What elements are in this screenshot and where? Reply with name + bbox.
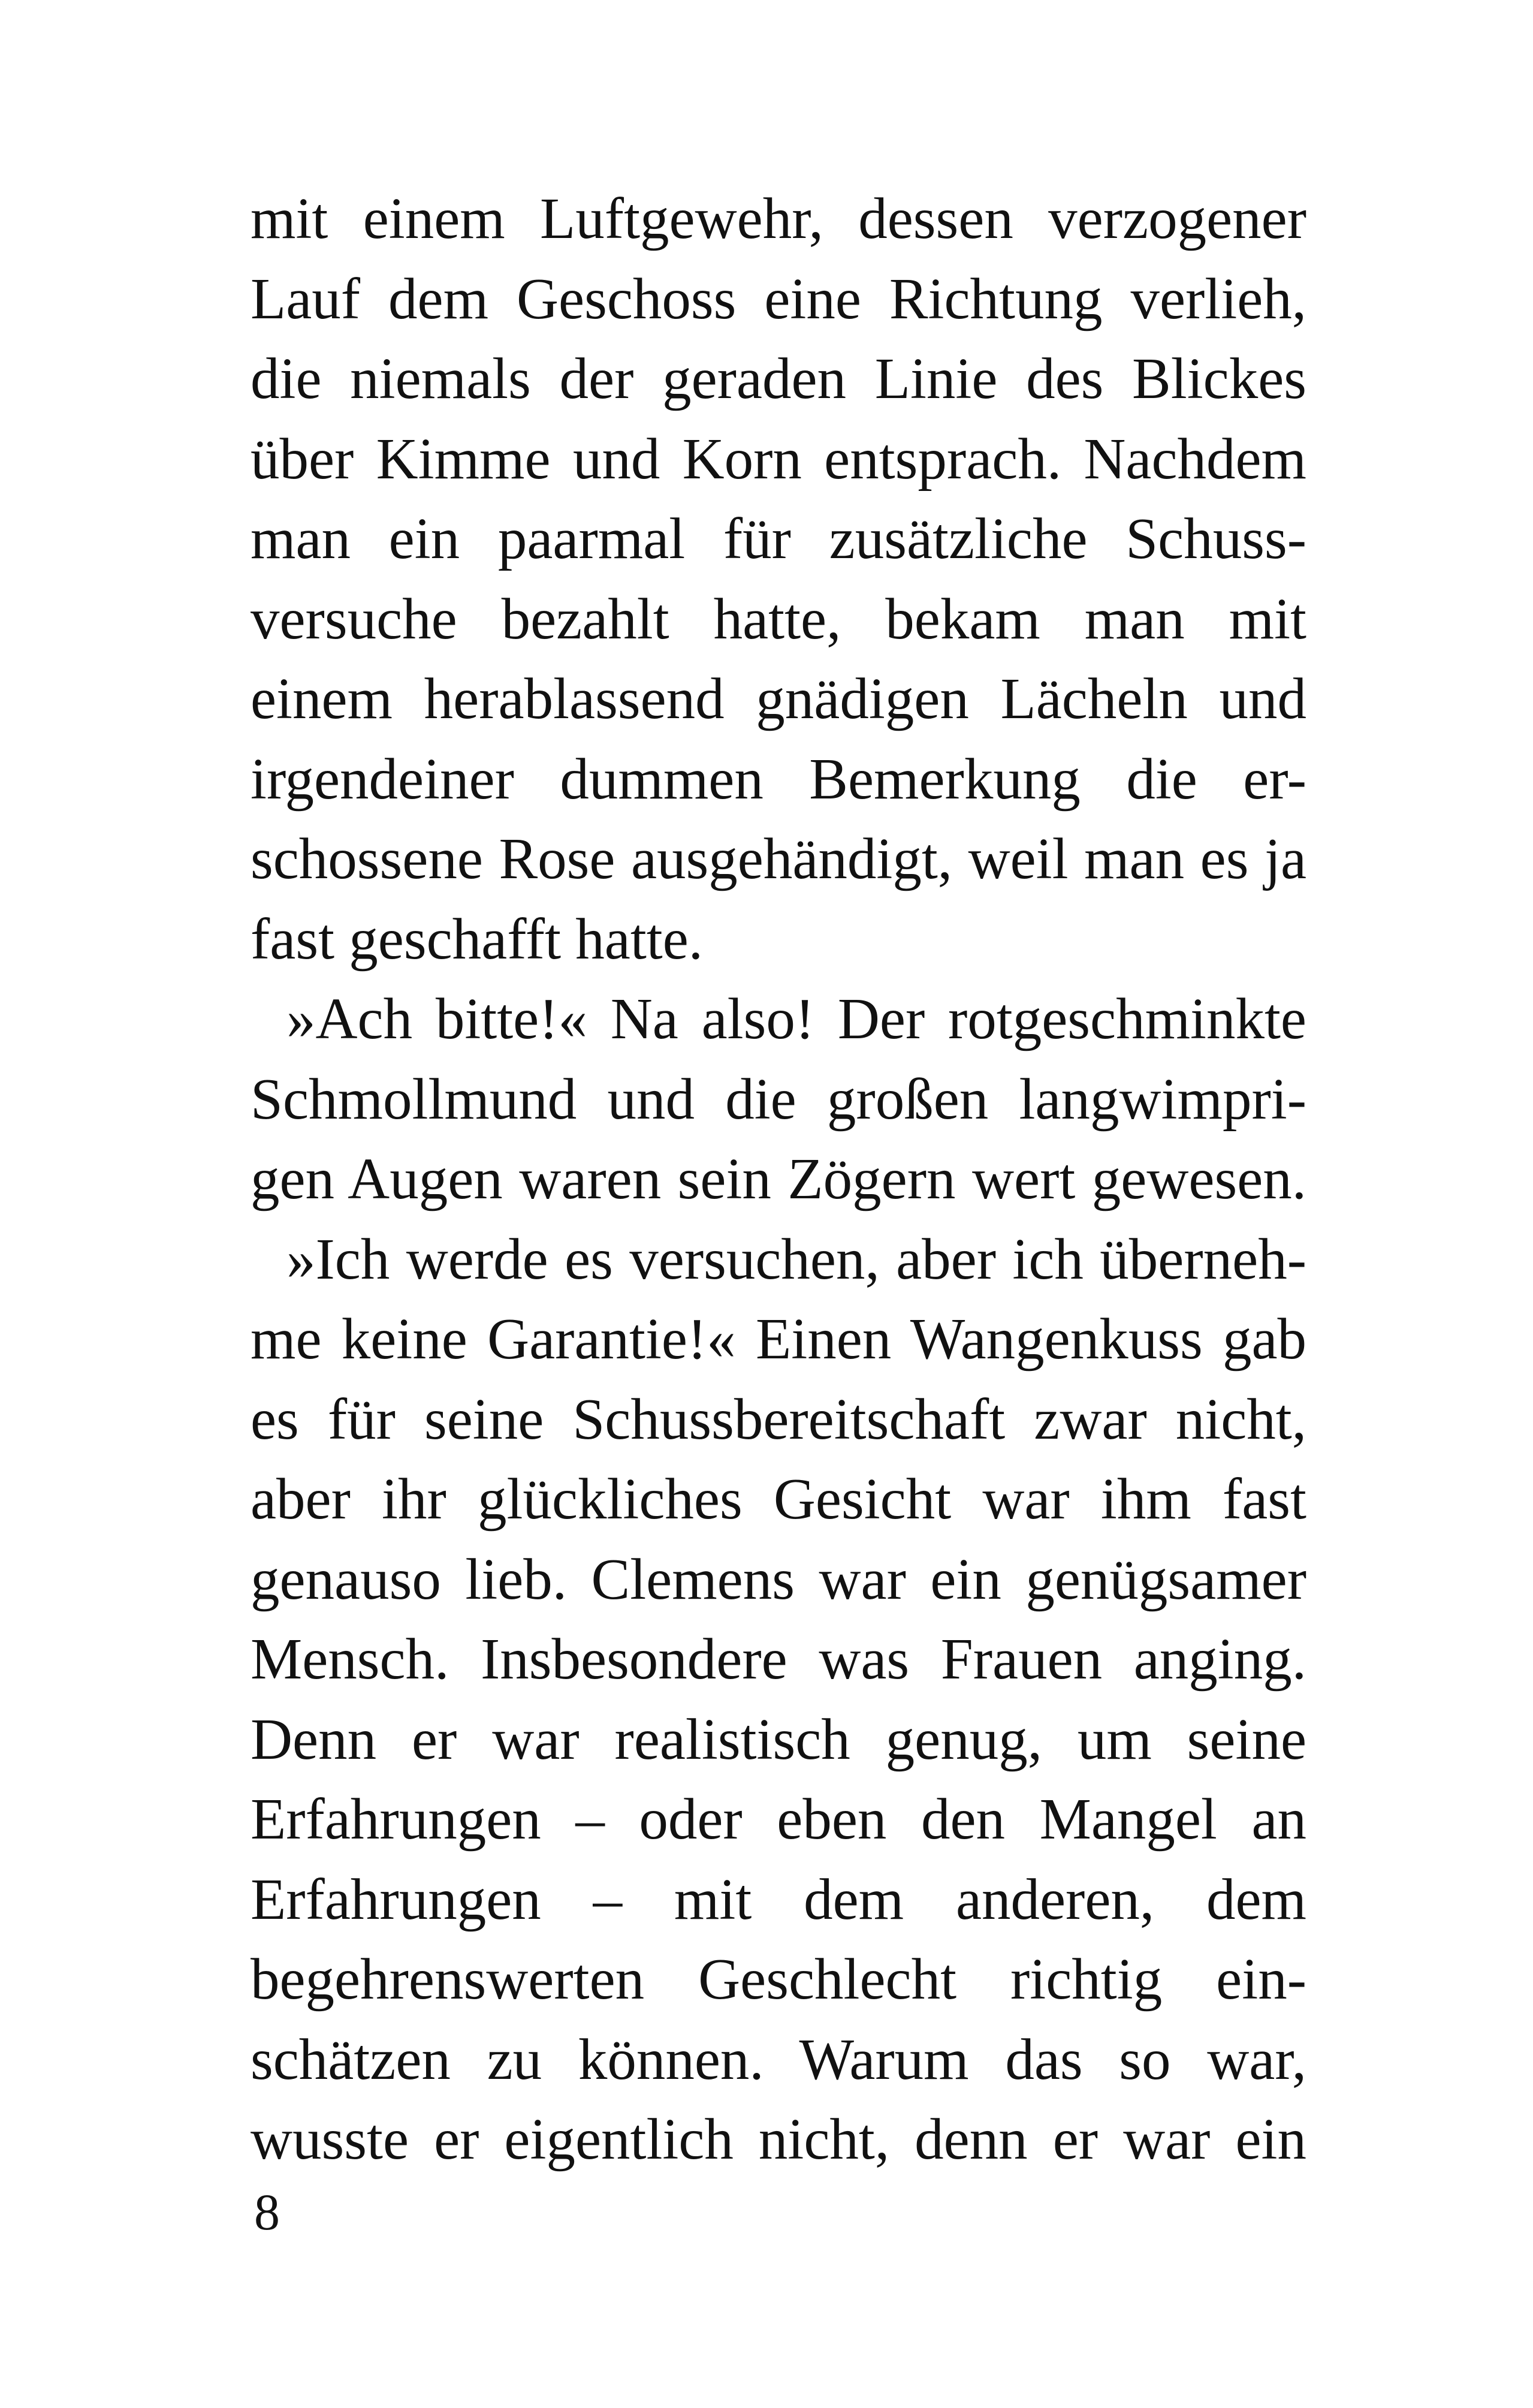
text-line: schätzen zu können. Warum das so war,: [251, 2027, 1306, 2091]
text-line: aber ihr glückliches Gesicht war ihm fast: [251, 1467, 1306, 1531]
text-line: fast geschafft hatte.: [251, 906, 704, 971]
body-text: [251, 179, 1306, 2180]
text-line: Erfahrungen – mit dem anderen, dem: [251, 1867, 1306, 1931]
text-line: Lauf dem Geschoss eine Richtung verlieh,: [251, 266, 1306, 331]
text-line: »Ich werde es versuchen, aber ich überneh-: [286, 1226, 1306, 1291]
text-line: mit einem Luftgewehr, dessen verzogener: [251, 186, 1306, 251]
text-line: Denn er war realistisch genug, um seine: [251, 1707, 1306, 1771]
text-line: Mensch. Insbesondere was Frauen anging.: [251, 1627, 1306, 1691]
text-line: gen Augen waren sein Zögern wert gewesen.: [251, 1147, 1306, 1211]
text-line: wusste er eigentlich nicht, denn er war ein: [251, 2107, 1306, 2171]
text-line: begehrenswerten Geschlecht richtig ein-: [251, 1947, 1306, 2011]
text-line: »Ach bitte!« Na also! Der rotgeschminkte: [286, 987, 1306, 1051]
text-line: einem herablassend gnädigen Lächeln und: [251, 667, 1306, 731]
text-line: irgendeiner dummen Bemerkung die er-: [251, 746, 1306, 811]
page-number: 8: [254, 2183, 280, 2241]
text-line: versuche bezahlt hatte, bekam man mit: [251, 586, 1306, 651]
text-line: über Kimme und Korn entsprach. Nachdem: [251, 426, 1306, 491]
text-line: schossene Rose ausgehändigt, weil man es ja: [251, 827, 1306, 891]
text-line: die niemals der geraden Linie des Blickes: [251, 346, 1306, 411]
text-line: me keine Garantie!« Einen Wangenkuss gab: [251, 1307, 1306, 1371]
text-line: Schmollmund und die großen langwimpri-: [251, 1066, 1306, 1131]
text-line: es für seine Schussbereitschaft zwar nicht,: [251, 1387, 1306, 1451]
text-line: Erfahrungen – oder eben den Mangel an: [251, 1787, 1306, 1851]
text-line: man ein paarmal für zusätzliche Schuss-: [251, 507, 1306, 571]
text-line: genauso lieb. Clemens war ein genügsamer: [251, 1547, 1306, 1611]
